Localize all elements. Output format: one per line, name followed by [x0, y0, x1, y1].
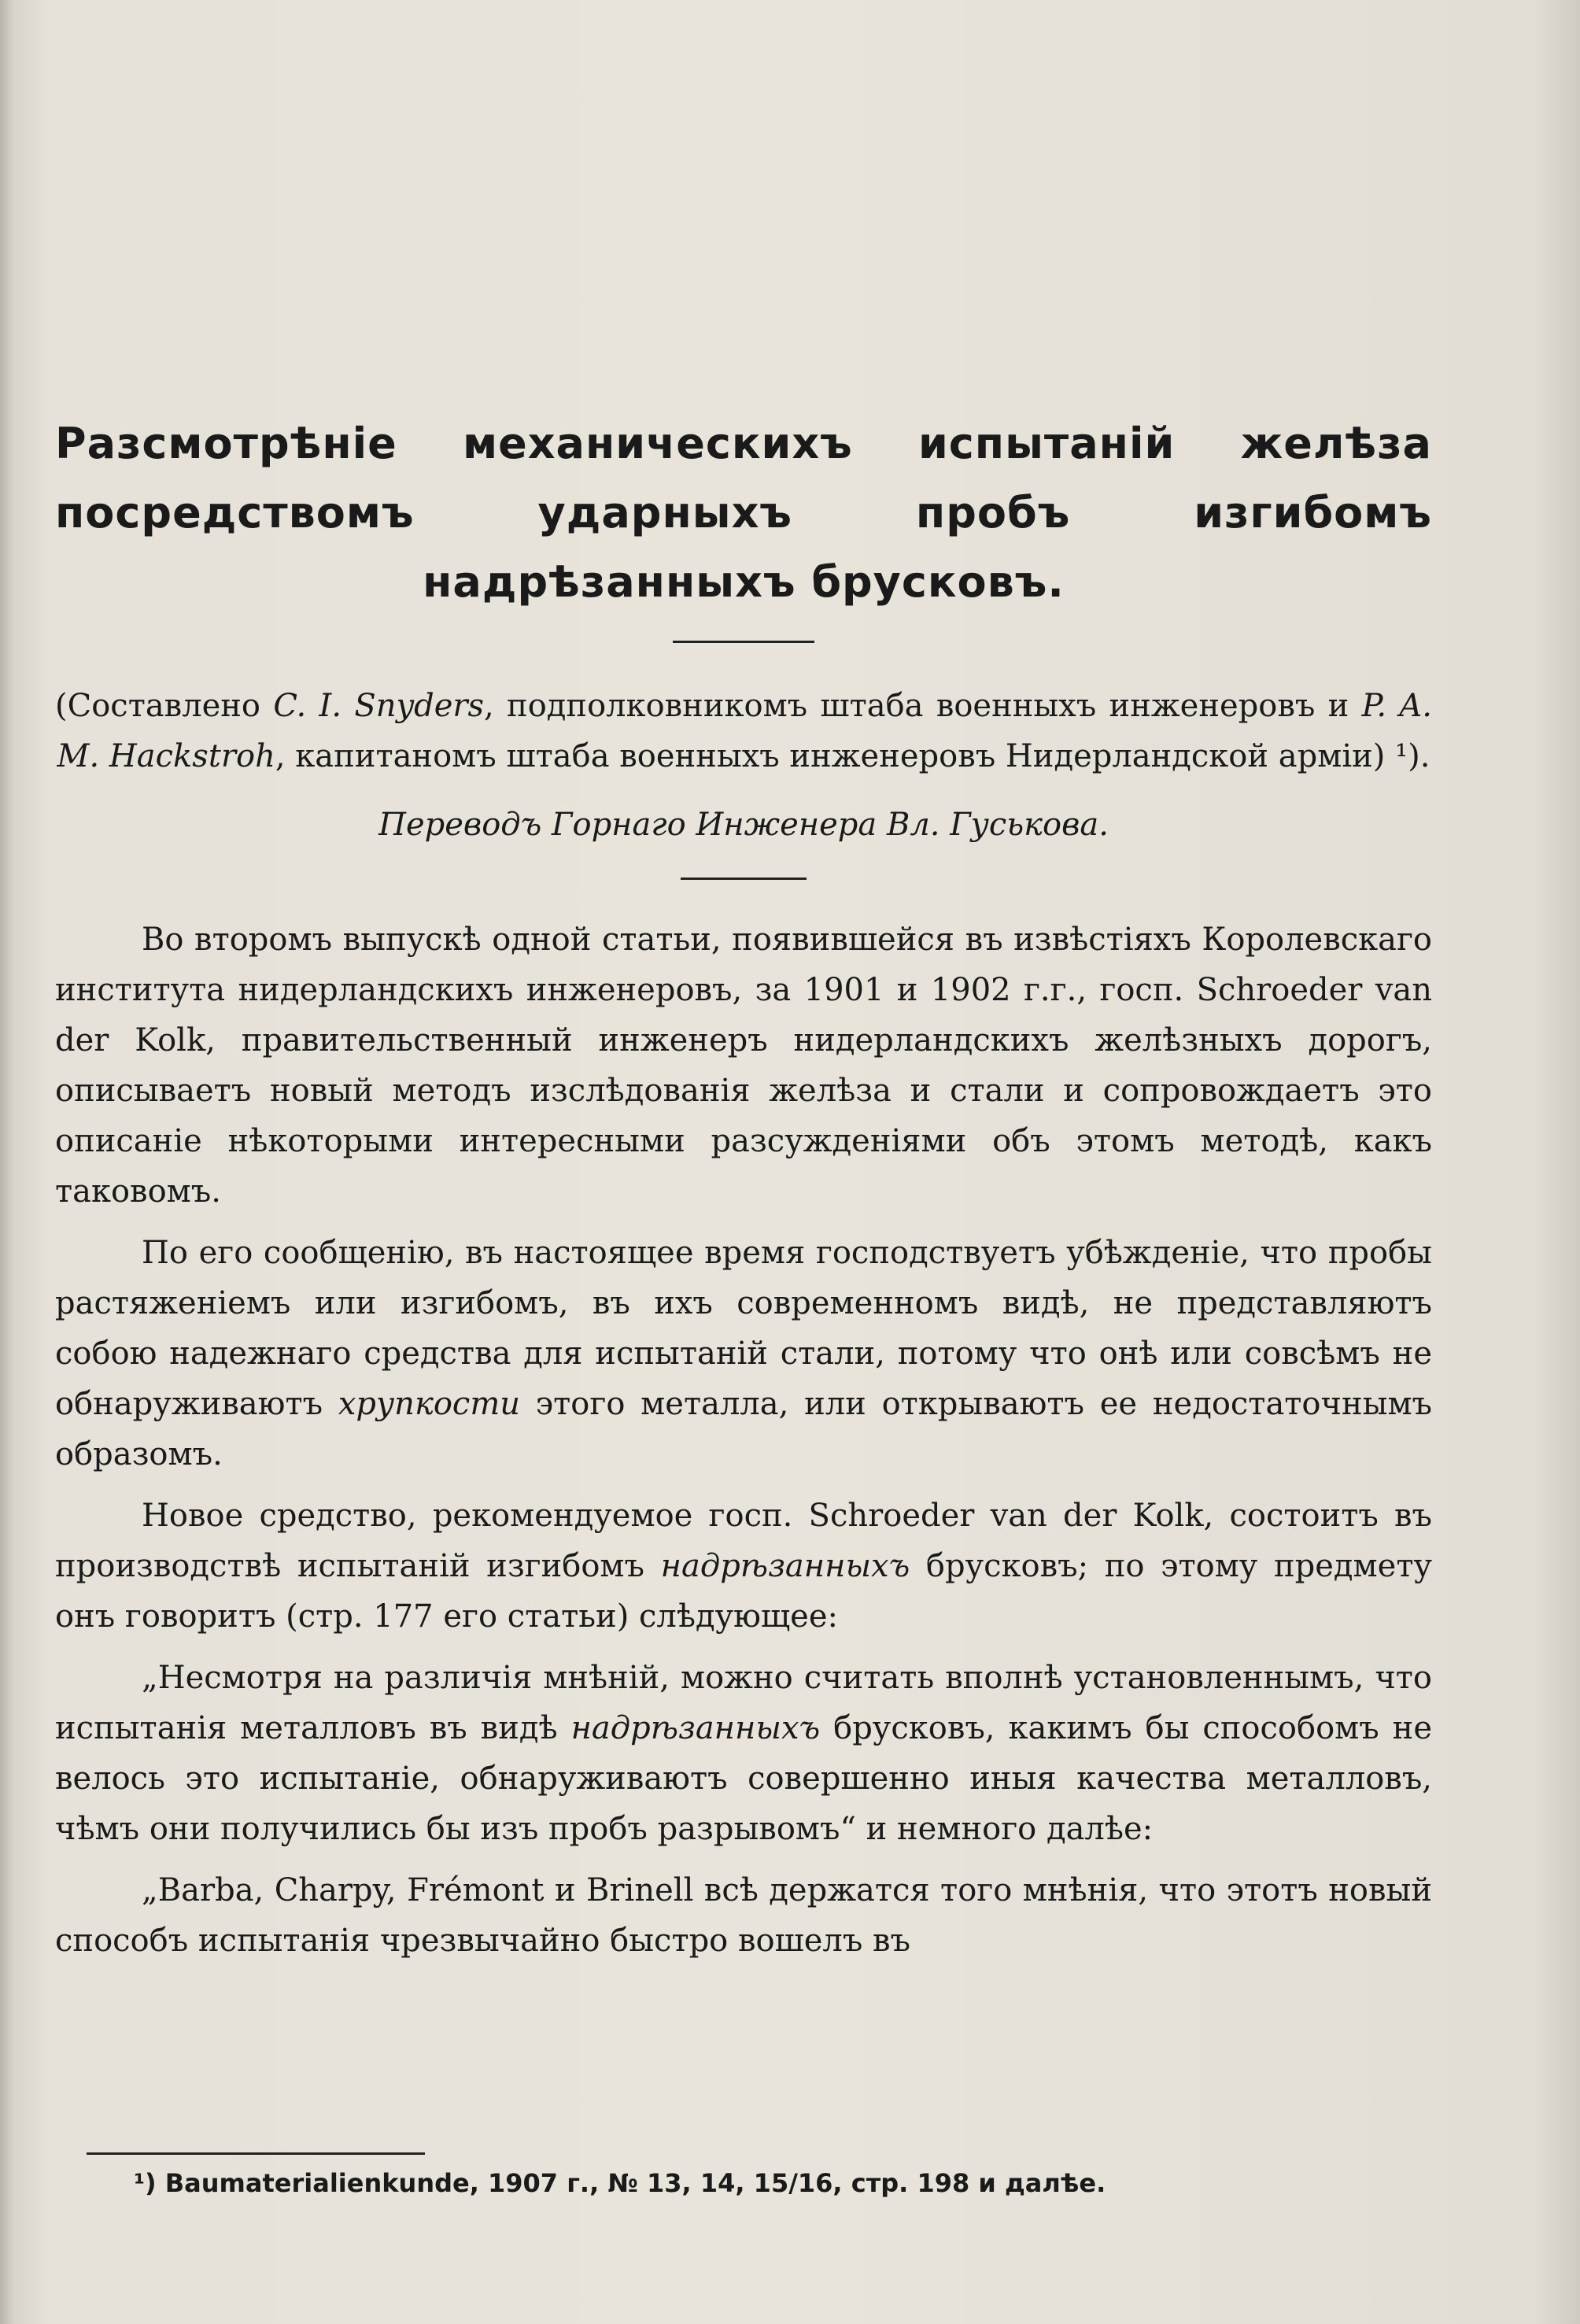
- footnote-divider: [87, 2152, 425, 2155]
- paragraph-3: [55, 1491, 1432, 1642]
- paragraph-4-text-b: брусковъ, какимъ бы способомъ не велось это испытаніе, обнаруживаютъ совершенно иныя качества металловъ, чѣмъ они получились бы изъ пробъ разрывомъ“ и немного далѣе:: [55, 1710, 1432, 1847]
- paragraph-1: Во второмъ выпускѣ одной статьи, появившейся въ извѣстіяхъ Королевскаго института нидерландскихъ инженеровъ, за 1901 и 1902 г.г., госп. Schroeder van der Kolk, правительственный инженеръ нидерландскихъ желѣзныхъ дорогъ, описываетъ новый методъ изслѣдованія желѣза и стали и сопровождаетъ это описаніе нѣкоторыми интересными разсужденіями объ этомъ методѣ, какъ таковомъ.: [55, 922, 1432, 1210]
- byline-divider: [681, 878, 807, 880]
- title-divider: [673, 641, 814, 643]
- paragraph-4-text-a: „Несмотря на различія мнѣній, можно считать вполнѣ установленнымъ, что испытанія металловъ въ видѣ: [55, 1660, 1432, 1746]
- byline-author-1: C. I. Snyders: [273, 688, 485, 724]
- byline-author-2: P. A. M. Hackstroh: [57, 688, 1433, 774]
- byline-part-2: , подполковникомъ штаба военныхъ инженеровъ и: [484, 688, 1362, 724]
- paragraph-3-text-b: брусковъ; по этому предмету онъ говоритъ (стр. 177 его статьи) слѣдующее:: [55, 1548, 1433, 1635]
- paragraph-3-text-a: Новое средство, рекомендуемое госп. Schroeder van der Kolk, состоитъ въ производствѣ испытаній изгибомъ: [55, 1498, 1432, 1584]
- article-body: [55, 914, 1432, 1966]
- article-title: Разсмотрѣніе механическихъ испытаній желѣза посредствомъ ударныхъ пробъ изгибомъ надрѣзанныхъ брусковъ.: [55, 419, 1432, 607]
- paragraph-2-text-a: По его сообщенію, въ настоящее время господствуетъ убѣжденіе, что пробы растяженіемъ или изгибомъ, въ ихъ современномъ видѣ, не представляютъ собою надежнаго средства для испытаній стали, потому что онѣ или совсѣмъ не обнаруживаютъ: [55, 1235, 1432, 1422]
- translator-credit: Переводъ Горнаго Инженера Вл. Гуськова.: [378, 807, 1109, 843]
- byline: [55, 681, 1432, 781]
- byline-part-1: (Составлено: [55, 688, 274, 724]
- footnote: ¹) Baumaterialienkunde, 1907 г., № 13, 14, 15/16, стр. 198 и далѣе.: [134, 2168, 1106, 2198]
- paragraph-3-emphasis: надрѣзанныхъ: [660, 1548, 910, 1584]
- paragraph-4-emphasis: надрѣзанныхъ: [570, 1710, 821, 1746]
- paragraph-2-emphasis: хрупкости: [338, 1386, 521, 1422]
- byline-part-3: , капитаномъ штаба военныхъ инженеровъ Нидерландской арміи) ¹).: [275, 738, 1430, 774]
- paragraph-5: „Barba, Charpy, Frémont и Brinell всѣ держатся того мнѣнія, что этотъ новый способъ испытанія чрезвычайно быстро вошелъ въ: [55, 1872, 1432, 1959]
- paragraph-2-text-b: этого металла, или открываютъ ее недостаточнымъ образомъ.: [55, 1386, 1433, 1472]
- paragraph-4: [55, 1653, 1432, 1854]
- text-column: [55, 409, 1432, 1977]
- page-edge-shadow: [0, 0, 14, 2324]
- paragraph-2: [55, 1228, 1432, 1480]
